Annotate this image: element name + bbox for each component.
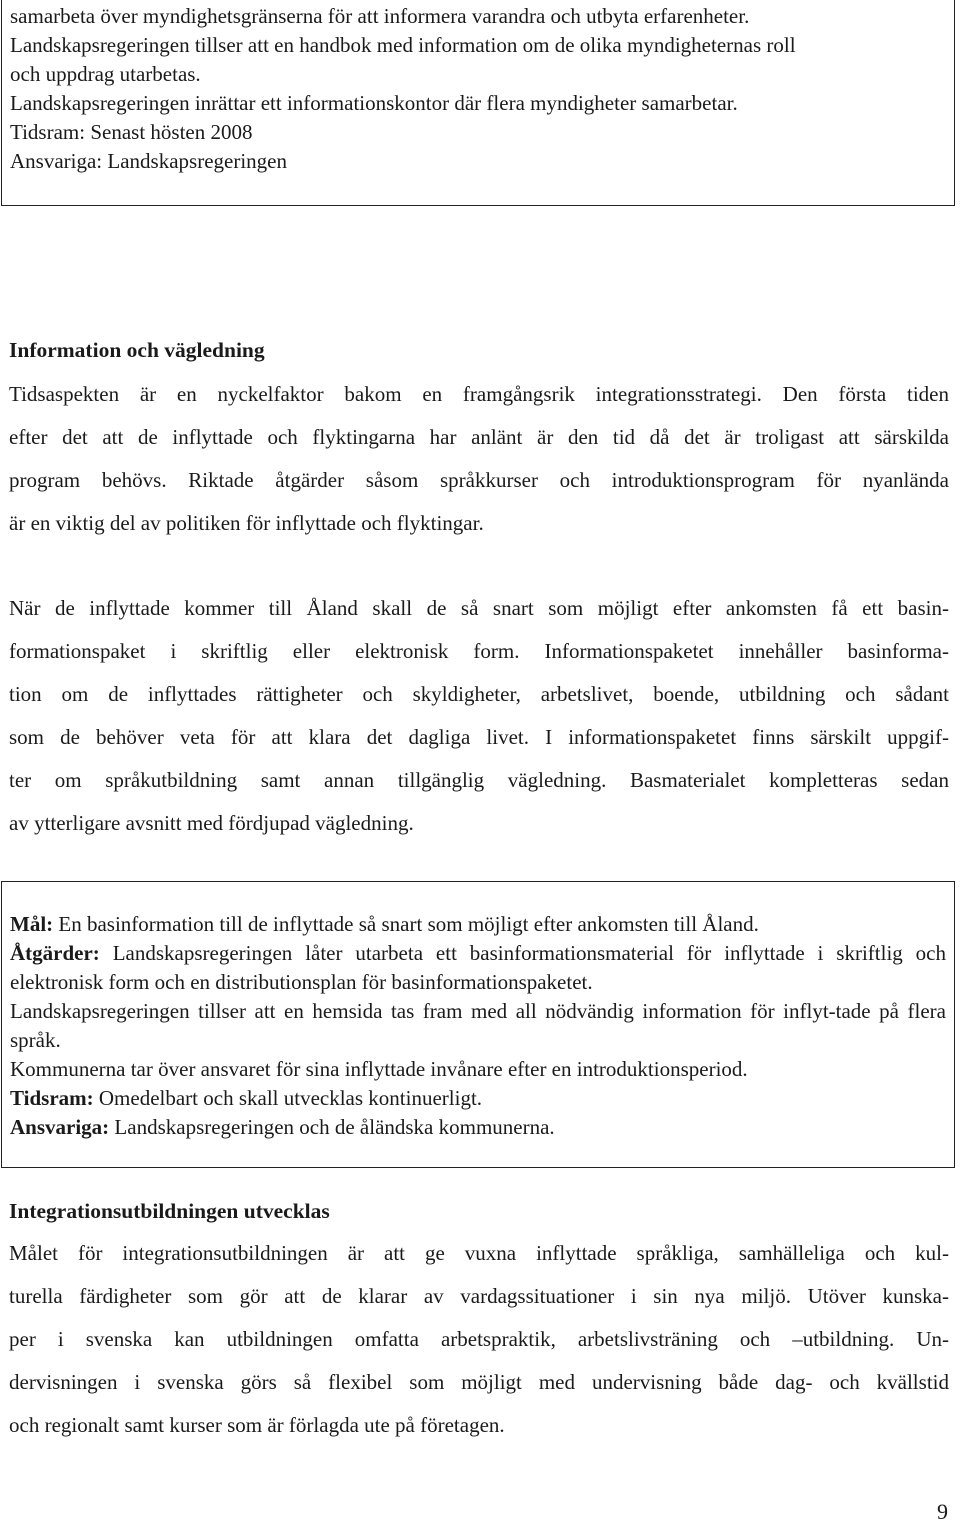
paragraph-line: tion om de inflyttades rättigheter och skyldigheter, arbetslivet, boende, utbildning och sådant (9, 682, 949, 706)
measures-box-information (1, 881, 955, 1168)
goal-value: En basinformation till de inflyttade så snart som möjligt efter ankomsten till Åland. (58, 912, 759, 936)
paragraph-integration-education (9, 1232, 949, 1447)
paragraph-line: program behövs. Riktade åtgärder såsom språkkurser och introduktionsprogram för nyanlända (9, 468, 949, 492)
paragraph-line: är en viktig del av politiken för inflyttade och flyktingar. (9, 511, 484, 535)
measure-item: Kommunerna tar över ansvaret för sina inflyttade invånare efter en introduktionsperiod. (10, 1057, 748, 1081)
paragraph-line: efter det att de inflyttade och flyktingarna har anlänt är den tid då det är troligast att särskilda (9, 425, 949, 449)
measures-line (10, 939, 946, 997)
tidsram-value: Omedelbart och skall utvecklas kontinuerligt. (98, 1086, 483, 1110)
box-text-line: och uppdrag utarbetas. (10, 62, 201, 86)
paragraph-line: När de inflyttade kommer till Åland skall de så snart som möjligt efter ankomsten få ett basin- (9, 596, 949, 620)
measures-box-top (1, 0, 955, 206)
tidsram-label: Tidsram: (10, 1086, 94, 1110)
measure-item: Landskapsregeringen tillser att en hemsida tas fram med all nödvändig information för inflyt-tade på flera språk. (10, 999, 946, 1052)
section-heading-information: Information och vägledning (9, 338, 265, 362)
ansvariga-value: Landskapsregeringen (107, 149, 288, 173)
box-text-line: Landskapsregeringen tillser att en handbok med information om de olika myndigheternas roll (10, 33, 796, 57)
measures-label: Åtgärder: (10, 941, 100, 965)
paragraph-line: formationspaket i skriftlig eller elektronisk form. Informationspaketet innehåller basinforma- (9, 639, 949, 663)
paragraph-line: turella färdigheter som gör att de klarar av vardagssituationer i sin nya miljö. Utöver kunska- (9, 1284, 949, 1308)
paragraph-line: och regionalt samt kurser som är förlagda ute på företagen. (9, 1413, 505, 1437)
paragraph-line: per i svenska kan utbildningen omfatta arbetspraktik, arbetslivsträning och –utbildning. Un- (9, 1327, 949, 1351)
ansvariga-label: Ansvariga: (10, 149, 103, 173)
measures-value: Landskapsregeringen låter utarbeta ett basinformationsmaterial för inflyttade i skriftlig och elektronisk form och en distributionsplan för basinformationspaketet. (10, 941, 947, 994)
box-text-line: Landskapsregeringen inrättar ett informationskontor där flera myndigheter samarbetar. (10, 91, 738, 115)
tidsram-line (10, 118, 946, 147)
ansvariga-line (10, 147, 946, 176)
tidsram-label: Tidsram: (10, 120, 86, 144)
ansvariga-line (10, 1113, 946, 1142)
box-text-line: samarbeta över myndighetsgränserna för att informera varandra och utbyta erfarenheter. (10, 4, 750, 28)
ansvariga-label: Ansvariga: (10, 1115, 110, 1139)
page-number: 9 (937, 1499, 948, 1524)
paragraph-line: dervisningen i svenska görs så flexibel som möjligt med undervisning både dag- och kvällstid (9, 1370, 949, 1394)
paragraph-line: Tidsaspekten är en nyckelfaktor bakom en framgångsrik integrationsstrategi. Den första tiden (9, 382, 949, 406)
paragraph-information-1 (9, 373, 949, 545)
section-heading-integration-education: Integrationsutbildningen utvecklas (9, 1199, 330, 1223)
goal-label: Mål: (10, 912, 54, 936)
tidsram-line (10, 1084, 946, 1113)
ansvariga-value: Landskapsregeringen och de åländska kommunerna. (114, 1115, 555, 1139)
paragraph-line: ter om språkutbildning samt annan tillgänglig vägledning. Basmaterialet kompletteras sedan (9, 768, 949, 792)
paragraph-information-2 (9, 587, 949, 845)
tidsram-value: Senast hösten 2008 (90, 120, 253, 144)
paragraph-line: som de behöver veta för att klara det dagliga livet. I informationspaketet finns särskilt uppgif- (9, 725, 949, 749)
paragraph-line: Målet för integrationsutbildningen är att ge vuxna inflyttade språkliga, samhälleliga och kul- (9, 1241, 949, 1265)
paragraph-line: av ytterligare avsnitt med fördjupad vägledning. (9, 811, 414, 835)
goal-line (10, 910, 946, 939)
